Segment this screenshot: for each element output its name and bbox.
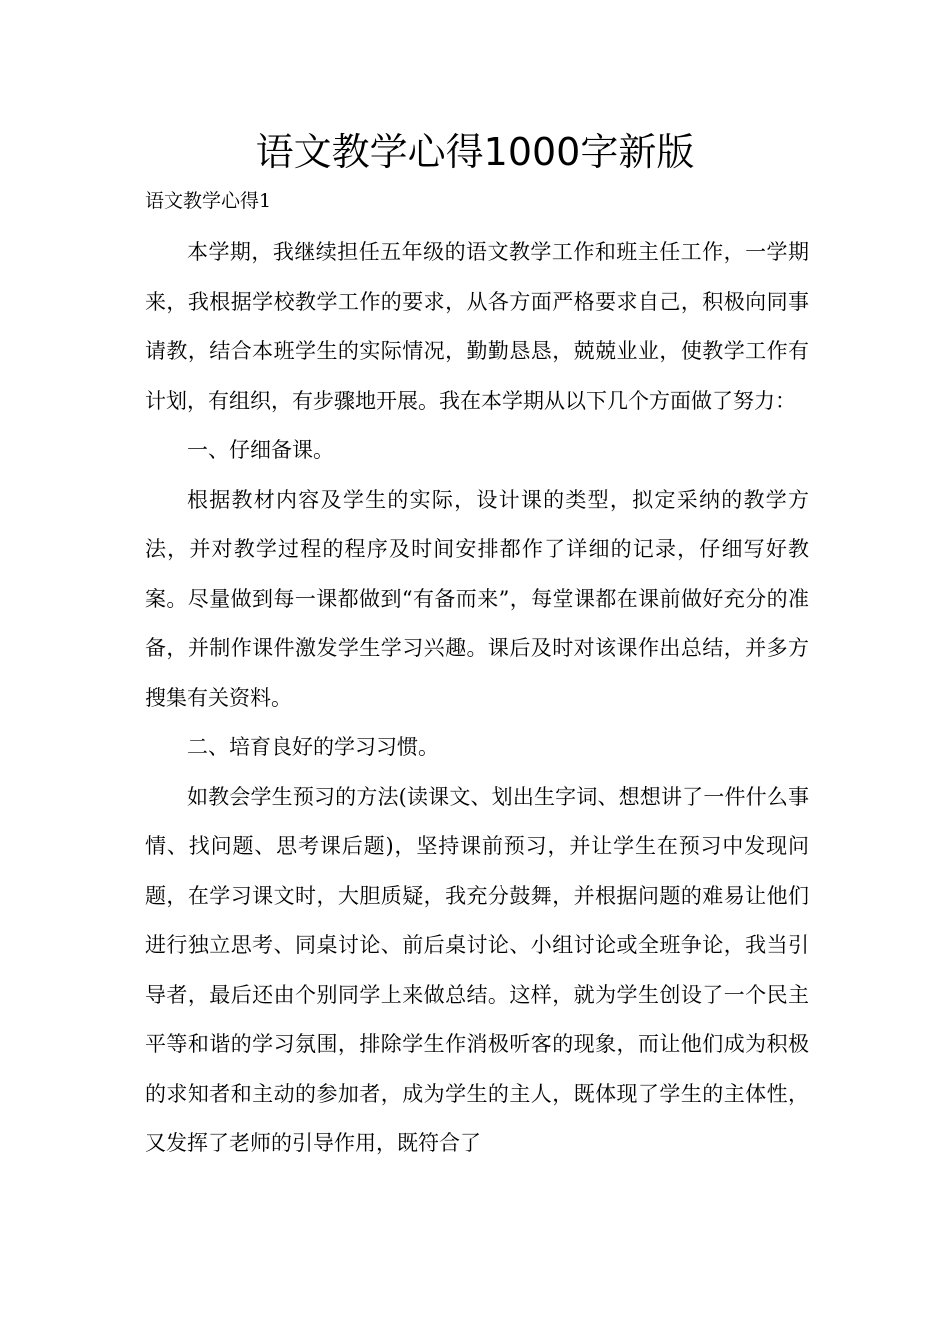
document-body bbox=[145, 178, 809, 1169]
paragraph-study-habits: 如教会学生预习的方法(读课文、划出生字词、想想讲了一件什么事情、找问题、思考课后题)，坚持课前预习，并让学生在预习中发现问题，在学习课文时，大胆质疑，我充分鼓舞，并根据问题的难易让他们进行独立思考、同桌讨论、前后桌讨论、小组讨论或全班争论，我当引导者，最后还由个别同学上来做总结。这样，就为学生创设了一个民主平等和谐的学习氛围，排除学生作消极听客的现象，而让他们成为积极的求知者和主动的参加者，成为学生的主人，既体现了学生的主体性，又发挥了老师的引导作用，既符合了 bbox=[145, 784, 809, 1155]
paragraph-lesson-prep: 根据教材内容及学生的实际，设计课的类型，拟定采纳的教学方法，并对教学过程的程序及时间安排都作了详细的记录，仔细写好教案。尽量做到每一课都做到“有备而来”，每堂课都在课前做好充分的准备，并制作课件激发学生学习兴趣。课后及时对该课作出总结，并多方搜集有关资料。 bbox=[145, 487, 809, 710]
paragraph-intro: 本学期，我继续担任五年级的语文教学工作和班主任工作，一学期来，我根据学校教学工作的要求，从各方面严格要求自己，积极向同事请教，结合本班学生的实际情况，勤勤恳恳，兢兢业业，使教学工作有计划，有组织，有步骤地开展。我在本学期从以下几个方面做了努力： bbox=[145, 240, 809, 413]
paragraph-heading-2: 二、培育良好的学习习惯。 bbox=[187, 735, 439, 759]
paragraph-heading-1: 一、仔细备课。 bbox=[187, 438, 334, 462]
document-title: 语文教学心得1000字新版 bbox=[255, 130, 695, 174]
section-heading: 语文教学心得1 bbox=[145, 190, 272, 212]
